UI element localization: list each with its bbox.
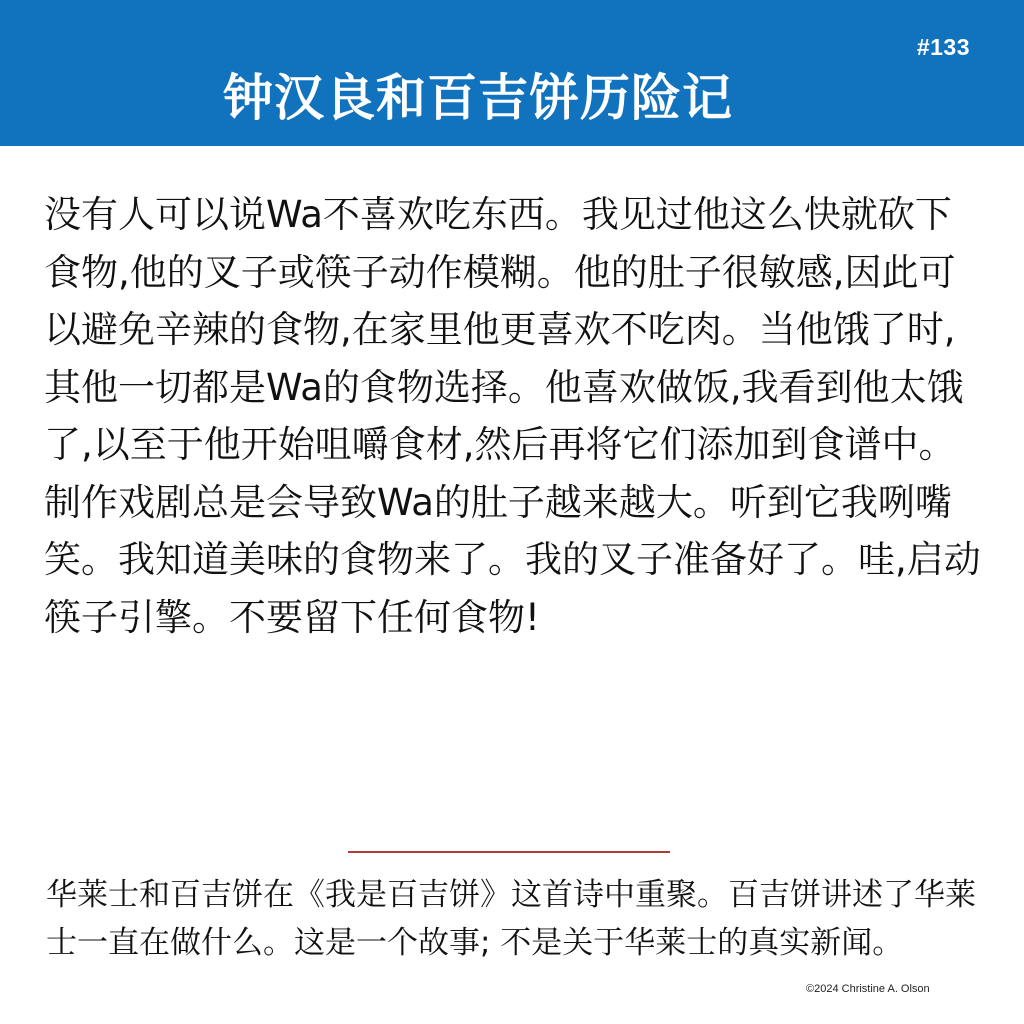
copyright-notice: ©2024 Christine A. Olson (806, 983, 930, 995)
story-text: 没有人可以说Wa不喜欢吃东西。我见过他这么快就砍下食物,他的叉子或筷子动作模糊。他的肚子很敏感,因此可以避免辛辣的食物,在家里他更喜欢不吃肉。当他饿了时,其他一切都是Wa的食物选择。他喜欢做饭,我看到他太饿了,以至于他开始咀嚼食材,然后再将它们添加到食谱中。制作戏剧总是会导致Wa的肚子越来越大。听到它我咧嘴笑。我知道美味的食物来了。我的叉子准备好了。哇,启动筷子引擎。不要留下任何食物! (44, 193, 981, 639)
page-title: 钟汉良和百吉饼历险记 (223, 69, 733, 127)
issue-number: #133 (916, 34, 970, 60)
section-divider (348, 851, 670, 853)
header-banner (0, 0, 1024, 146)
footnote-text: 华莱士和百吉饼在《我是百吉饼》这首诗中重聚。百吉饼讲述了华莱士一直在做什么。这是一个故事; 不是关于华莱士的真实新闻。 (46, 877, 976, 961)
